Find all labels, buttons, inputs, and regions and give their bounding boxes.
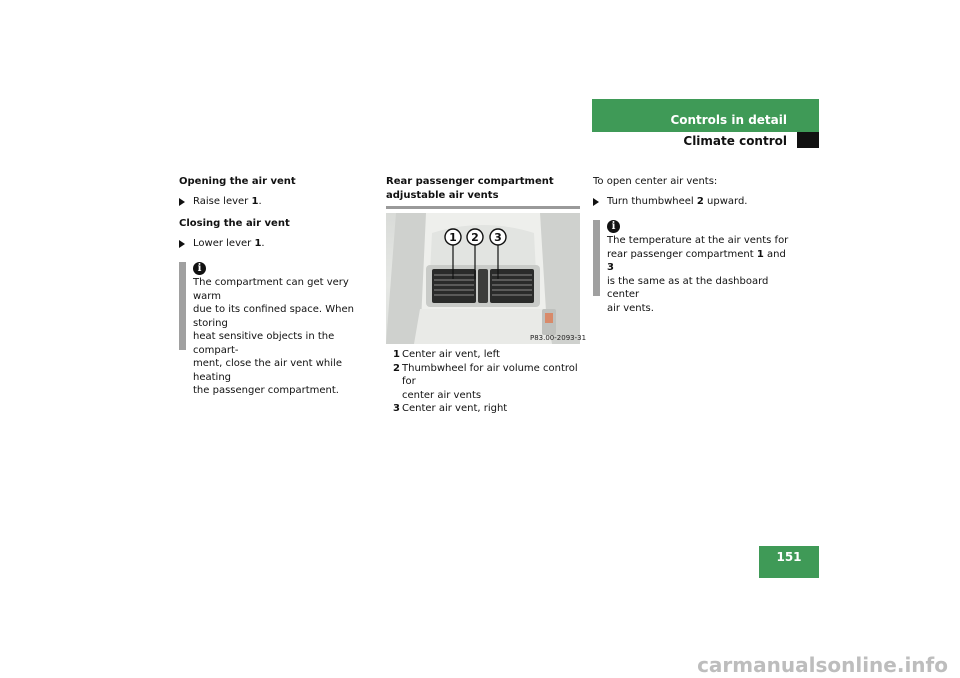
note-line: air vents. <box>607 302 654 314</box>
instruction-step: Turn thumbwheel 2 upward. <box>593 195 793 209</box>
info-note <box>179 262 374 396</box>
info-note <box>593 220 793 314</box>
open-vent-step: Raise lever 1. <box>179 195 374 209</box>
instruction-intro: To open center air vents: <box>593 176 718 187</box>
air-vents-illustration <box>386 213 587 344</box>
note-bar <box>593 220 600 296</box>
heading-rule <box>386 206 580 209</box>
legend-item: 3 Center air vent, right <box>393 403 508 414</box>
bullet-arrow-icon <box>179 240 185 248</box>
close-vent-step: Lower lever 1. <box>179 237 374 251</box>
note-bar <box>179 262 186 350</box>
column-3 <box>593 175 793 314</box>
note-line: rear passenger compartment 1 and 3 <box>607 248 786 273</box>
note-line: The compartment can get very warm <box>193 277 349 302</box>
column-2 <box>386 175 580 209</box>
column-1 <box>179 175 374 396</box>
legend-item: 2 Thumbwheel for air volume control for center air vents <box>393 362 578 401</box>
note-line: due to its confined space. When storing <box>193 304 355 329</box>
note-line: is the same as at the dashboard center <box>607 275 769 300</box>
note-line: heat sensitive objects in the compart- <box>193 331 335 356</box>
info-icon: i <box>193 262 206 275</box>
page-number: 151 <box>776 550 802 564</box>
svg-text:3: 3 <box>494 231 502 244</box>
callout-1 <box>445 229 461 245</box>
section-heading-line2: adjustable air vents <box>386 189 499 201</box>
svg-text:1: 1 <box>449 231 457 244</box>
svg-text:2: 2 <box>471 231 479 244</box>
open-vent-heading: Opening the air vent <box>179 176 296 187</box>
chapter-title: Controls in detail <box>670 113 787 127</box>
callout-3 <box>490 229 506 245</box>
air-vents-photo <box>386 213 587 344</box>
legend-item: 1 Center air vent, left <box>393 349 500 360</box>
section-heading: Rear passenger compartment <box>386 176 554 187</box>
photo-code: P83.00-2093-31 <box>530 334 587 342</box>
note-line: ment, close the air vent while heating <box>193 358 342 383</box>
bullet-arrow-icon <box>179 198 185 206</box>
callout-2 <box>467 229 483 245</box>
bullet-arrow-icon <box>593 198 599 206</box>
close-vent-heading: Closing the air vent <box>179 218 290 229</box>
info-icon: i <box>607 220 620 233</box>
photo-legend <box>393 348 583 416</box>
watermark: carmanualsonline.info <box>697 652 948 677</box>
section-title: Climate control <box>683 134 787 148</box>
note-line: the passenger compartment. <box>193 385 339 396</box>
section-marker <box>797 132 819 148</box>
note-line: The temperature at the air vents for <box>607 235 789 246</box>
